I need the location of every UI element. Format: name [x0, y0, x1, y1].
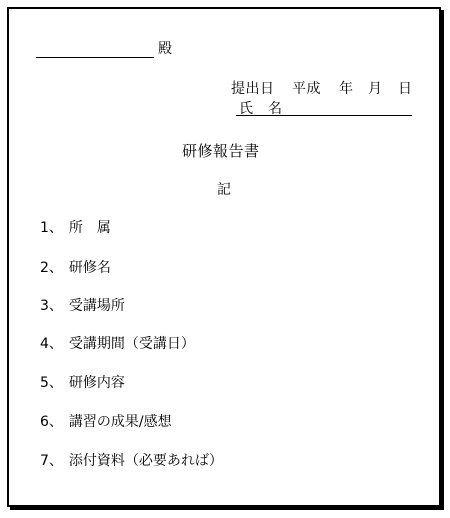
list-item: [40, 219, 111, 237]
submission-date-label: 提出日: [231, 81, 275, 97]
item-number: 7、: [40, 453, 63, 469]
list-item: [40, 452, 223, 470]
submission-month-unit: 月: [368, 81, 383, 97]
document-title: 研修報告書: [182, 142, 260, 160]
item-number: 6、: [40, 414, 63, 430]
submission-day-unit: 日: [398, 81, 413, 97]
item-number: 1、: [40, 220, 63, 236]
list-item: [40, 335, 195, 353]
item-label: 受講期間（受講日）: [68, 336, 195, 352]
list-item: [40, 259, 111, 277]
name-label: 氏 名: [239, 101, 283, 117]
ki-heading: 記: [217, 182, 232, 198]
frame-shadow-bottom: [10, 507, 444, 510]
list-item: [40, 297, 125, 315]
item-number: 2、: [40, 260, 63, 276]
submission-era: 平成: [292, 81, 321, 97]
addressee-suffix: 殿: [158, 41, 173, 57]
item-label: 研修内容: [68, 375, 125, 391]
addressee-underline: [36, 57, 154, 58]
name-underline: [236, 115, 412, 116]
list-item: [40, 413, 172, 431]
submission-year-unit: 年: [339, 81, 354, 97]
item-number: 3、: [40, 298, 63, 314]
frame-shadow-right: [441, 10, 444, 510]
list-item: [40, 374, 125, 392]
item-number: 4、: [40, 336, 63, 352]
item-label: 所 属: [68, 220, 111, 236]
item-label: 研修名: [68, 260, 111, 276]
item-label: 添付資料（必要あれば）: [68, 453, 223, 469]
item-label: 受講場所: [68, 298, 125, 314]
item-label: 講習の成果/感想: [68, 414, 172, 430]
item-number: 5、: [40, 375, 63, 391]
